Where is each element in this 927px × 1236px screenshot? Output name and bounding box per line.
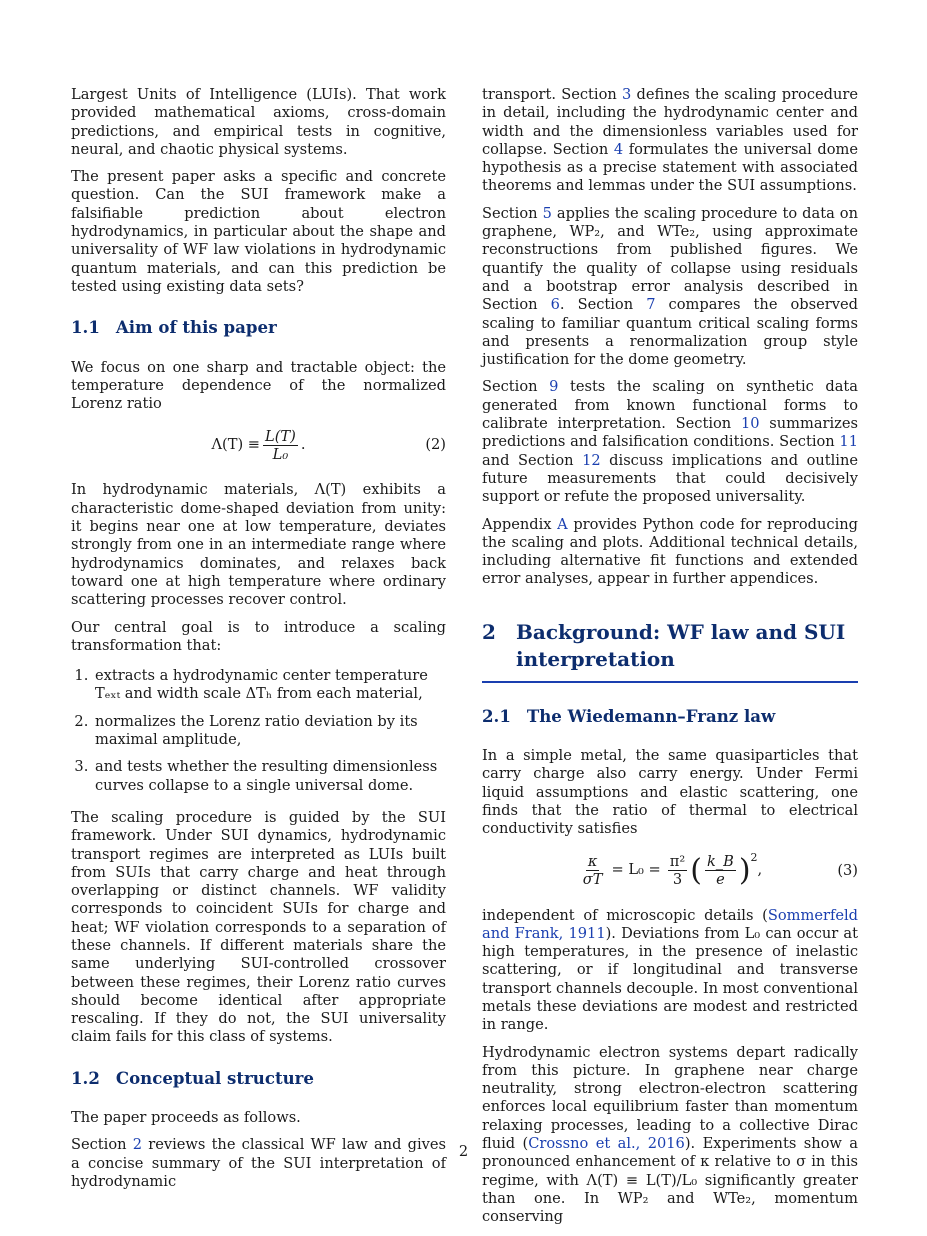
text-run: independent of microscopic details ( (482, 906, 768, 924)
text-run: discuss implications and outline future measurements that could decisively support or refute the proposed universality. (482, 451, 858, 506)
hydrodynamic-systems-paragraph (482, 1044, 858, 1227)
eq2-numerator: L(T) (265, 427, 296, 445)
eq2-tail: . (300, 436, 306, 454)
scaling-steps-list (71, 667, 446, 795)
text-run: applies the scaling procedure to data on graphene, WP₂, and WTe₂, using approximate reconstructions from published figures. We quantify the quality of collapse using residuals and a bootstrap error analysis described in Section (482, 204, 858, 314)
section-5-link[interactable]: 5 (542, 204, 552, 222)
section-2-1-heading (482, 707, 858, 725)
section-number: 1.2 (71, 1067, 100, 1088)
text-run: Appendix (482, 515, 558, 533)
eq3-middle: = L₀ = (611, 861, 661, 879)
text-run: and Section (482, 451, 583, 469)
citation-sommerfeld-link[interactable]: Sommerfeld and Frank, 1911 (482, 906, 858, 942)
equation-2 (71, 423, 446, 467)
left-paren: ( (690, 852, 702, 888)
right-column (482, 86, 858, 1236)
section-title: The Wiedemann–Franz law (526, 705, 776, 726)
section-5-paragraph (482, 205, 858, 370)
text-run: . Section (559, 296, 647, 314)
section-2-heading (482, 619, 858, 683)
equation-3 (482, 849, 858, 893)
focus-paragraph: We focus on one sharp and tractable object: the temperature dependence of the normalized Lorenz ratio (71, 358, 446, 413)
text-run: Section (482, 378, 550, 396)
text-run: summarizes predictions and falsification conditions. Section (482, 415, 858, 451)
eq3-kb: k_B (706, 853, 734, 870)
appendix-paragraph (482, 516, 858, 589)
section-3-link[interactable]: 3 (622, 86, 632, 103)
list-item: 2. normalizes the Lorenz ratio deviation by its maximal amplitude, (93, 713, 446, 750)
intro-paragraph: Largest Units of Intelligence (LUIs). That work provided mathematical axioms, cross-domain predictions, and empirical tests in cognitive, neural, and chaotic physical systems. (71, 86, 446, 158)
text-run: reviews the classical WF law and gives a concise summary of the SUI interpretation of hydrodynamic (71, 1136, 446, 1190)
appendix-a-link[interactable]: A (557, 515, 568, 533)
list-item: 3. and tests whether the resulting dimensionless curves collapse to a single universal dome. (93, 758, 446, 795)
section-1-2-heading (71, 1069, 446, 1087)
section-9-paragraph (482, 378, 858, 506)
guided-paragraph: The scaling procedure is guided by the SUI framework. Under SUI dynamics, hydrodynamic transport regimes are interpreted as LUIs built from SUIs that carry charge and heat through overlapping or distinct channels. WF validity corresponds to coincident SUIs for charge and heat; WF violation corresponds to a separation of these channels. If different materials share the same underlying SUI-controlled crossover between these regimes, their Lorenz ratio curves should become identical after appropriate rescaling. If they do not, the SUI universality claim fails for this class of systems. (71, 808, 446, 1046)
text-run: Section (71, 1136, 133, 1154)
eq2-fraction (263, 428, 298, 463)
question-paragraph: The present paper asks a specific and concrete question. Can the SUI framework make a falsifiable prediction about electron hydrodynamics, in particular about the shape and universality of WF law violations in hydrodynamic quantum materials, and can this prediction be tested using existing data sets? (71, 168, 446, 295)
section-number: 2.1 (482, 705, 511, 726)
hydro-paragraph: In hydrodynamic materials, Λ(T) exhibits a characteristic dome-shaped deviation from unity: it begins near one at low temperature, deviates strongly from one in an intermediate range where hydrodynamics dominates, and relaxes back toward one at high temperature where ordinary scattering processes recover control. (71, 481, 446, 609)
eq3-fraction-pi (668, 853, 687, 888)
section-12-link[interactable]: 12 (582, 451, 601, 469)
goal-paragraph: Our central goal is to introduce a scaling transformation that: (71, 618, 446, 654)
eq3-three: 3 (672, 871, 683, 888)
right-paren: ) (738, 852, 751, 888)
proceeds-paragraph: The paper proceeds as follows. (71, 1109, 301, 1127)
chapter-title: Background: WF law and SUI interpretation (516, 619, 846, 671)
eq3-tail: , (757, 861, 763, 879)
eq3-exponent: 2 (750, 851, 758, 865)
eq3-pi-squared: π² (669, 853, 686, 870)
section-title: Conceptual structure (115, 1067, 314, 1088)
left-column (71, 86, 446, 1200)
text-run: Hydrodynamic electron systems depart radically from this picture. In graphene near charge neutrality, strong electron-electron scattering enforces local equilibrium faster than momentum relaxing processes, leading to a collective Dirac fluid ( (482, 1043, 858, 1153)
text-run: transport. Section (482, 86, 622, 103)
eq3-e: e (716, 871, 725, 888)
list-item: 1. extracts a hydrodynamic center temperature Tₑₓₜ and width scale ΔTₕ from each material, (93, 667, 446, 704)
text-run: provides Python code for reproducing the scaling and plots. Additional technical details, including alternative fit functions and extended error analyses, appear in further appendices. (482, 515, 858, 588)
section-title: Aim of this paper (115, 317, 277, 338)
metal-paragraph: In a simple metal, the same quasiparticles that carry charge also carry energy. Under Fermi liquid assumptions and elastic scattering, one finds that the ratio of thermal to electrical conductivity satisfies (482, 747, 858, 838)
section-number: 1.1 (71, 317, 100, 338)
text-run: ). Deviations from L₀ can occur at high temperatures, in the presence of inelastic scattering, or if longitudinal and transverse transport channels decouple. In most conventional metals these deviations are modest and restricted in range. (482, 924, 858, 1034)
eq2-denominator: L₀ (272, 445, 289, 463)
section-4-link[interactable]: 4 (613, 140, 624, 158)
equation-number: (2) (425, 436, 446, 454)
continued-paragraph (482, 86, 858, 196)
section-1-1-heading (71, 318, 446, 336)
citation-crossno-link[interactable]: Crossno et al., 2016 (528, 1135, 685, 1153)
independent-paragraph (482, 907, 858, 1035)
text-run: defines the scaling procedure in detail, including the hydrodynamic center and width and the dimensionless variables used for collapse. Section (482, 86, 858, 158)
section-2-link[interactable]: 2 (132, 1136, 143, 1154)
eq3-sigma-t: σT (582, 871, 603, 888)
page-number: 2 (458, 1143, 469, 1160)
section-6-link[interactable]: 6 (550, 296, 560, 314)
text-run: Section (482, 204, 543, 222)
text-run: compares the observed scaling to familiar quantum critical scaling forms and presents a renormalization group style justification for the dome geometry. (482, 296, 858, 369)
section-10-link[interactable]: 10 (740, 415, 760, 433)
section-11-link[interactable]: 11 (839, 433, 858, 451)
eq3-fraction-kb (705, 853, 736, 888)
eq3-kappa: κ (587, 853, 598, 870)
text-run: formulates the universal dome hypothesis as a precise statement with associated theorems and lemmas under the SUI assumptions. (482, 140, 859, 195)
section-9-link[interactable]: 9 (549, 378, 559, 396)
eq2-lhs: Λ(T) ≡ (211, 436, 261, 454)
equation-number: (3) (837, 861, 858, 879)
text-run: ). Experiments show a pronounced enhancement of κ relative to σ in this regime, with Λ(T) ≡ L(T)/L₀ significantly greater than one. In WP₂ and WTe₂, momentum conserving (482, 1135, 858, 1226)
chapter-number: 2 (482, 619, 496, 644)
eq3-fraction-kappa (581, 853, 605, 888)
section-7-link[interactable]: 7 (646, 296, 656, 314)
text-run: tests the scaling on synthetic data generated from known functional forms to calibrate interpretation. Section (482, 378, 858, 433)
